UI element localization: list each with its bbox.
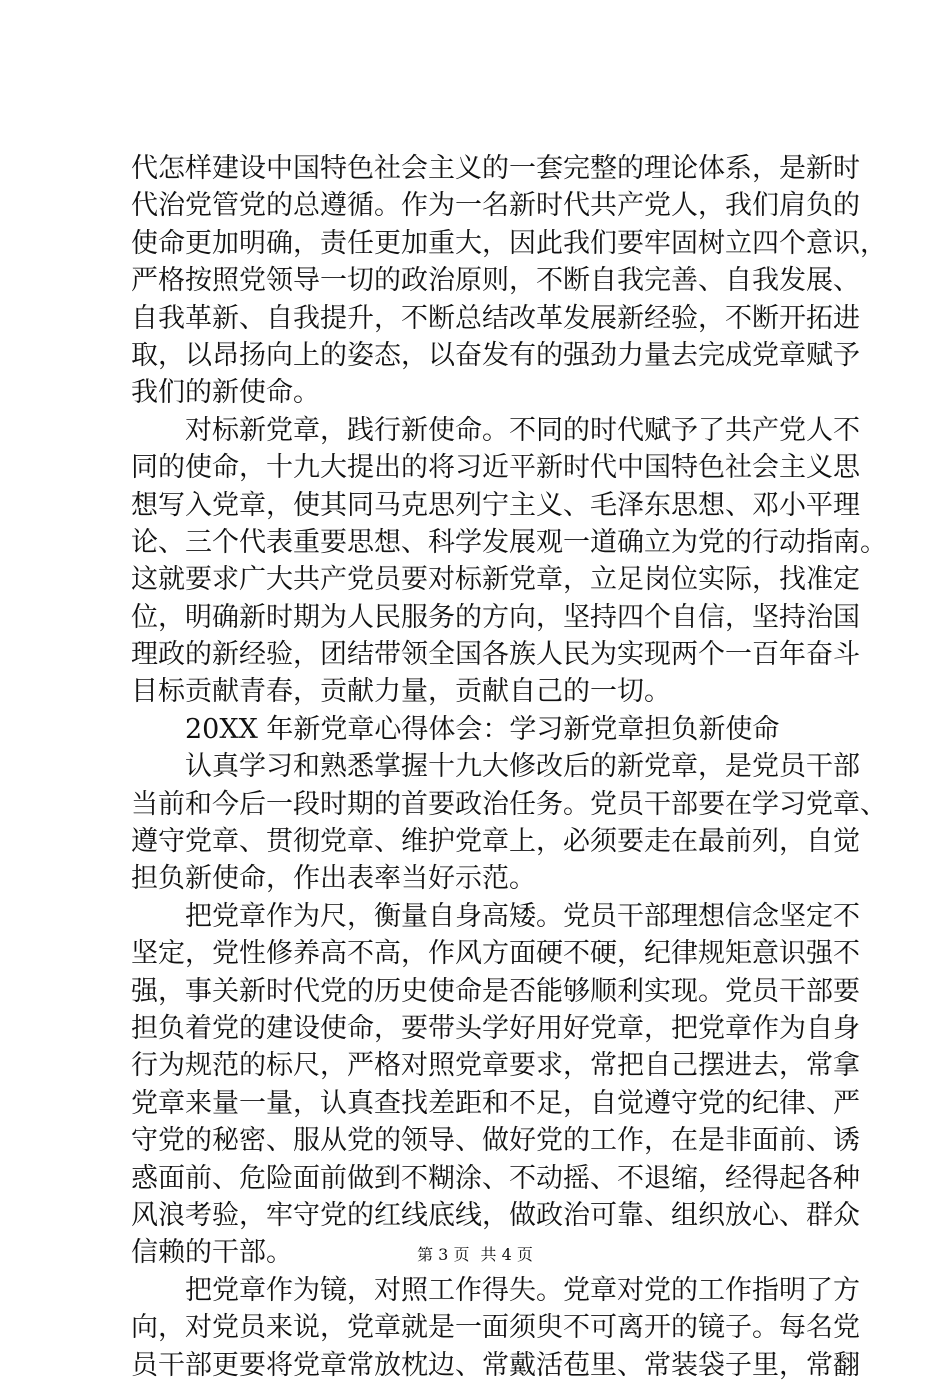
text-line: 理政的新经验，团结带领全国各族人民为实现两个一百年奋斗 [131, 639, 860, 671]
text-line: 行为规范的标尺，严格对照党章要求，常把自己摆进去，常拿 [131, 1050, 860, 1082]
text-line: 遵守党章、贯彻党章、维护党章上，必须要走在最前列，自觉 [131, 826, 860, 858]
text-line: 同的使命，十九大提出的将习近平新时代中国特色社会主义思 [131, 452, 860, 484]
text-line: 位，明确新时期为人民服务的方向，坚持四个自信，坚持治国 [131, 601, 860, 633]
text-line: 信赖的干部。 [131, 1237, 293, 1269]
text-line: 对标新党章，践行新使命。不同的时代赋予了共产党人不 [185, 414, 860, 446]
text-line: 惑面前、危险面前做到不糊涂、不动摇、不退缩，经得起各种 [131, 1162, 860, 1194]
text-line: 党章来量一量，认真查找差距和不足，自觉遵守党的纪律、严 [131, 1087, 860, 1119]
text-line: 目标贡献青春，贡献力量，贡献自己的一切。 [131, 676, 671, 708]
text-line: 当前和今后一段时期的首要政治任务。党员干部要在学习党章、 [131, 788, 887, 820]
text-line: 这就要求广大共产党员要对标新党章，立足岗位实际，找准定 [131, 564, 860, 596]
text-line: 使命更加明确，责任更加重大，因此我们要牢固树立四个意识， [131, 227, 887, 259]
text-line: 把党章作为镜，对照工作得失。党章对党的工作指明了方 [185, 1274, 860, 1306]
page-number: 第 3 页 [417, 1245, 470, 1264]
text-line: 守党的秘密、服从党的领导、做好党的工作，在是非面前、诱 [131, 1125, 860, 1157]
text-line: 风浪考验，牢守党的红线底线，做政治可靠、组织放心、群众 [131, 1199, 860, 1231]
text-line: 员干部更要将党章常放枕边、常戴活苞里、常装袋子里，常翻 [131, 1349, 860, 1381]
page-footer [0, 1245, 950, 1265]
text-line: 想写入党章，使其同马克思列宁主义、毛泽东思想、邓小平理 [131, 489, 860, 521]
text-line: 代怎样建设中国特色社会主义的一套完整的理论体系，是新时 [131, 153, 860, 184]
text-line: 强，事关新时代党的历史使命是否能够顺利实现。党员干部要 [131, 975, 860, 1007]
text-line: 把党章作为尺，衡量自身高矮。党员干部理想信念坚定不 [185, 900, 860, 932]
text-line: 自我革新、自我提升，不断总结改革发展新经验，不断开拓进 [131, 302, 860, 334]
text-line: 取，以昂扬向上的姿态，以奋发有的强劲力量去完成党章赋予 [131, 339, 860, 371]
text-line: 论、三个代表重要思想、科学发展观一道确立为党的行动指南。 [131, 526, 887, 558]
text-line: 担负着党的建设使命，要带头学好用好党章，把党章作为自身 [131, 1012, 860, 1044]
text-line: 坚定，党性修养高不高，作风方面硬不硬，纪律规矩意识强不 [131, 938, 860, 970]
text-line: 我们的新使命。 [131, 377, 320, 409]
document-body [131, 150, 887, 1384]
text-line: 认真学习和熟悉掌握十九大修改后的新党章，是党员干部 [185, 751, 860, 783]
text-line: 担负新使命，作出表率当好示范。 [131, 863, 536, 895]
text-line: 代治党管党的总遵循。作为一名新时代共产党人，我们肩负的 [131, 190, 860, 222]
text-line: 20XX 年新党章心得体会：学习新党章担负新使命 [185, 713, 780, 745]
text-line: 严格按照党领导一切的政治原则，不断自我完善、自我发展、 [131, 265, 860, 297]
page-total: 共 4 页 [480, 1245, 533, 1264]
text-line: 向，对党员来说，党章就是一面须臾不可离开的镜子。每名党 [131, 1312, 860, 1344]
